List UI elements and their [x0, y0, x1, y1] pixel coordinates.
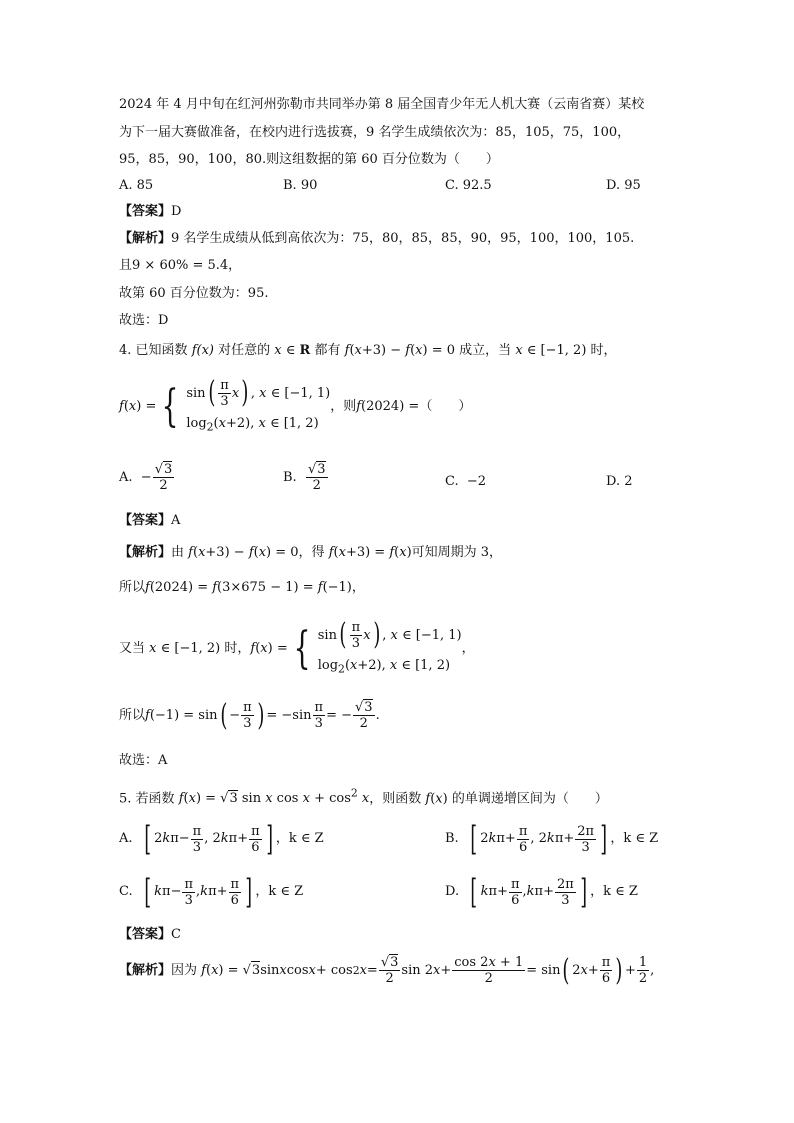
math-eq: f(x+3) = f(x)	[328, 545, 412, 560]
case-log: $\log_2(x+2)$, x ∈ [1, 2)	[317, 657, 451, 676]
piecewise-brace: { sin( $\frac{\pi}{3}$ x) , x ∈ [−1, 1) $\log_2(x+2)$, x ∈ [1, 2)	[288, 620, 462, 679]
stem-text: ，则函数	[369, 791, 422, 807]
math-result: f (−1) = sin ( − $\frac{\pi}{3}$ ) = −sin $\frac{\pi}{3}$ = − $\frac{√3}{2}$ .	[145, 697, 380, 733]
stem-text: 若函数	[135, 791, 175, 807]
math-fx: f(x) =	[250, 641, 288, 656]
q3-option-d: D. 95	[606, 178, 641, 193]
blank-paren: （ ）	[419, 399, 472, 414]
q4-option-c	[445, 473, 486, 491]
option-label: B.	[283, 469, 297, 485]
option-label: D.	[445, 884, 460, 899]
q3-option-c: C. 92.5	[445, 178, 492, 193]
question-number: 5.	[119, 791, 132, 807]
q3-option-b: B. 90	[283, 178, 318, 193]
q5-analysis	[119, 952, 655, 988]
q4-option-d: D. 2	[606, 474, 633, 489]
stem-text: 成立，当	[459, 343, 512, 358]
math-eq: f(x+3) − f(x) = 0	[188, 545, 299, 560]
answer-value: A	[171, 513, 181, 528]
q3-analysis-line3: 故第 60 百分位数为：95.	[119, 286, 269, 301]
answer-value: D	[171, 204, 182, 219]
analysis-tag: 【解析】	[119, 545, 172, 560]
question-number: 4.	[119, 343, 132, 358]
case-log: $\log_2(x+2)$, x ∈ [1, 2)	[186, 415, 319, 434]
q3-analysis-line1	[119, 230, 634, 248]
option-kz: ，k ∈ Z	[590, 884, 638, 899]
analysis-text: 所以	[119, 580, 146, 595]
case-sin: sin( $\frac{\pi}{3}$ x) , x ∈ [−1, 1)	[317, 617, 462, 653]
stem-text: 对任意的	[218, 343, 271, 358]
analysis-text: 所以	[119, 707, 146, 723]
analysis-text: ，得	[298, 545, 325, 560]
q4-option-b: B. $\frac{√3}{2}$	[283, 462, 326, 493]
stem-text: 已知函数	[135, 343, 188, 358]
q5-answer	[119, 926, 181, 944]
q3-stem-line2: 为下一届大赛做准备，在校内进行选拔赛，9 名学生成绩依次为：85，105，75，100，	[119, 125, 631, 140]
stem-text: 都有	[314, 343, 341, 358]
math-interval: x ∈ [−1, 2)	[515, 343, 587, 358]
math-eq: f(2024) = f(3×675 − 1) = f(−1)	[145, 580, 352, 595]
q5-option-c: C. [ k π− $\frac{\pi}{3}$ , k π+ $\frac{\pi}{6}$ ] ，k ∈ Z	[119, 872, 304, 912]
q4-analysis-line2	[119, 579, 365, 597]
analysis-text: ，	[228, 258, 242, 273]
q3-analysis-line2	[119, 257, 241, 275]
q4-stem-line1	[119, 342, 617, 360]
math-f2024: f(2024) =	[356, 399, 420, 414]
option-label: A.	[119, 469, 133, 485]
answer-tag: 【答案】	[119, 927, 172, 942]
analysis-text: 又当	[119, 641, 146, 656]
q5-option-d: D. [ k π+ $\frac{\pi}{6}$ , k π+ $\frac{2\pi}{3}$ ] ，k ∈ Z	[445, 872, 638, 912]
q3-stem-line3: 95，85，90，100，80.则这组数据的第 60 百分位数为（ ）	[119, 152, 499, 167]
option-value: −2	[466, 474, 487, 489]
q3-choose: 故选：D	[119, 313, 169, 328]
q3-answer	[119, 203, 181, 221]
analysis-text: 时，	[224, 641, 251, 656]
stem-text: 时，	[590, 343, 617, 358]
q4-option-a: A. − $\frac{√3}{2}$	[119, 462, 173, 493]
q4-piecewise	[119, 372, 471, 442]
answer-value: C	[171, 927, 181, 942]
analysis-tag: 【解析】	[119, 231, 172, 246]
answer-tag: 【答案】	[119, 513, 172, 528]
math-fx: f(x)	[191, 343, 214, 358]
math-interval: x ∈ [−1, 2)	[149, 641, 225, 656]
q4-analysis-line1	[119, 544, 502, 562]
math-fx: f(x) =	[119, 399, 157, 414]
q5-stem	[119, 785, 608, 808]
q4-choose: 故选：A	[119, 753, 168, 768]
math-fx-def: f(x) = √3 sin x $\cos x + \cos^2 x$	[178, 787, 370, 807]
case-sin: sin( $\frac{\pi}{3}$ x) , x ∈ [−1, 1)	[186, 375, 331, 411]
option-kz: ，k ∈ Z	[610, 831, 659, 846]
analysis-math: 9 × 60% = 5.4	[132, 258, 229, 273]
analysis-text: ，	[351, 580, 365, 595]
q3-option-a: A. 85	[119, 178, 154, 193]
analysis-tag: 【解析】	[119, 962, 172, 978]
option-kz: ，k ∈ Z	[255, 884, 304, 899]
option-label: C.	[119, 884, 133, 899]
analysis-text: 因为	[171, 962, 198, 978]
option-label: A.	[119, 831, 133, 846]
q5-option-b: B. [ 2 k π+ $\frac{\pi}{6}$ , 2 k π+ $\frac{2\pi}{3}$ ] ，k ∈ Z	[445, 819, 659, 859]
math-periodic-eq: f(x+3) − f(x) = 0	[344, 343, 456, 358]
analysis-text: 由	[171, 545, 185, 560]
math-x-in-R: x ∈ R	[274, 343, 311, 358]
q4-answer	[119, 512, 180, 530]
stem-text: 的单调递增区间为（ ）	[451, 791, 608, 807]
q4-analysis-line3	[119, 614, 475, 684]
analysis-text: 可知周期为 3，	[411, 545, 503, 560]
answer-tag: 【答案】	[119, 204, 172, 219]
math-fx: f(x)	[425, 791, 448, 807]
option-label: B.	[445, 831, 459, 846]
q4-analysis-line4	[119, 697, 380, 733]
option-kz: ，k ∈ Z	[275, 831, 324, 846]
analysis-text: 9 名学生成绩从低到高依次为：75，80，85，85，90，95，100，100，105.	[171, 231, 635, 246]
math-derivation: f ( x ) = √ 3 sin x cos x + cos 2 x = $\frac{√3}{2}$ sin 2 x + $\frac{\cos 2x + 1}{2}$ = sin ( 2 x + $\frac{\pi}{6}$ ) + $\frac{1}{2}$ ,	[201, 952, 655, 988]
q5-option-a: A. [ 2 k π− $\frac{\pi}{3}$ , 2 k π+ $\frac{\pi}{6}$ ] ，k ∈ Z	[119, 819, 324, 859]
analysis-text: ，	[461, 641, 475, 656]
piecewise-brace: { sin( $\frac{\pi}{3}$ x) , x ∈ [−1, 1) $\log_2(x+2)$, x ∈ [1, 2)	[156, 378, 330, 437]
q3-stem-line1: 2024 年 4 月中旬在红河州弥勒市共同举办第 8 届全国青少年无人机大赛（云南省赛）某校	[119, 97, 645, 112]
option-label: C.	[445, 474, 459, 489]
analysis-text: 且	[119, 258, 133, 273]
stem-text: ，则	[330, 399, 357, 414]
